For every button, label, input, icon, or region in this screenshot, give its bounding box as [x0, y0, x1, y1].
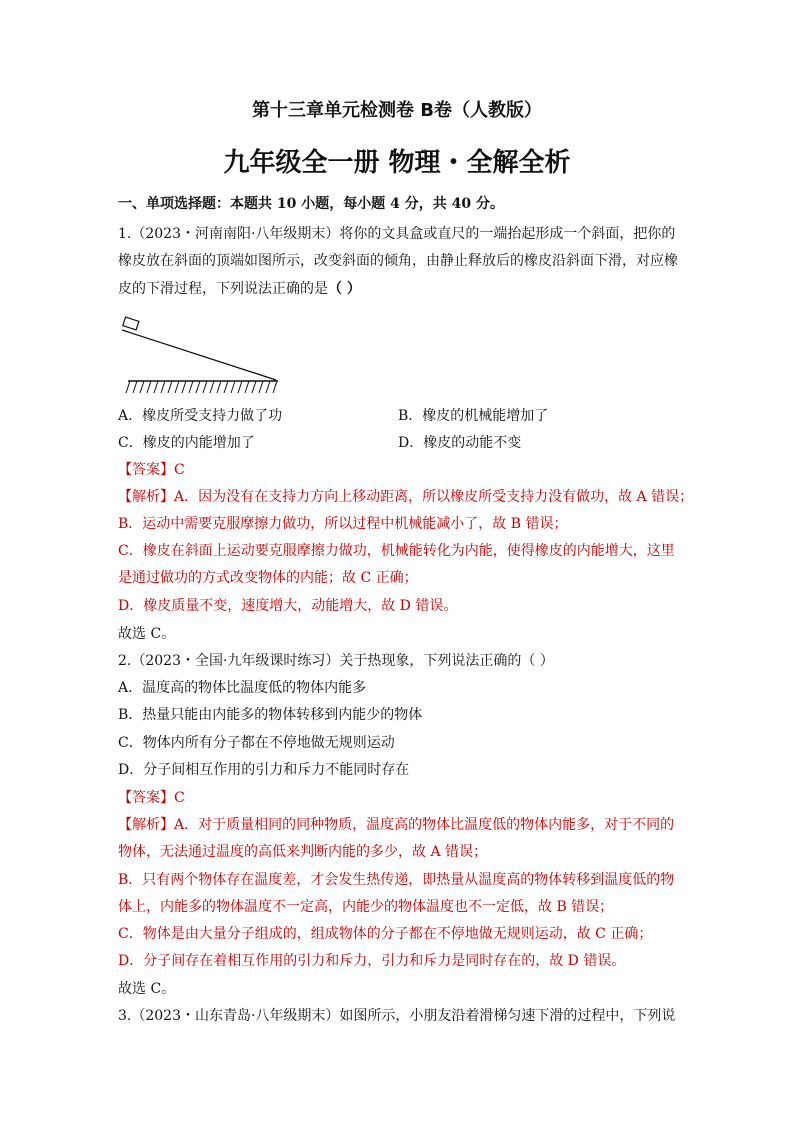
q1-answer-bracket: （ ）: [328, 281, 361, 297]
q2-analysis-line4: 体上，内能多的物体温度不一定高，内能少的物体温度也不一定低，故 B 错误；: [118, 899, 614, 915]
q2-option-a: A．温度高的物体比温度低的物体内能多: [118, 680, 367, 696]
eraser-shape: [123, 317, 139, 330]
q1-stem-line2: 橡皮放在斜面的顶端如图所示，改变斜面的倾角，由静止释放后的橡皮沿斜面下滑，对应橡: [118, 253, 678, 269]
q2-analysis-line3: B．只有两个物体存在温度差，才会发生热传递，即热量从温度高的物体转移到温度低的物: [118, 872, 675, 888]
q1-option-d: D．橡皮的动能不变: [398, 435, 522, 451]
q1-option-b: B．橡皮的机械能增加了: [398, 408, 549, 424]
exam-title: 第十三章单元检测卷 B卷（人教版）: [252, 100, 542, 121]
q1-analysis-line3: C．橡皮在斜面上运动要克服摩擦力做功，机械能转化为内能，使得橡皮的内能增大，这里: [118, 543, 675, 559]
q3-stem: 3.（2023・山东青岛·八年级期末）如图所示，小朋友沿着滑梯匀速下滑的过程中，下列说: [118, 1008, 676, 1024]
q2-analysis-line2: 物体，无法通过温度的高低来判断内能的多少，故 A 错误；: [118, 844, 488, 860]
q1-analysis-line2: B．运动中需要克服摩擦力做功，所以过程中机械能减小了，故 B 错误；: [118, 516, 568, 532]
q1-stem-line1: 1.（2023・河南南阳·八年级期末）将你的文具盒或直尺的一端抬起形成一个斜面，把你的: [118, 226, 676, 242]
q1-option-a: A．橡皮所受支持力做了功: [118, 408, 283, 424]
q2-option-c: C．物体内所有分子都在不停地做无规则运动: [118, 735, 395, 751]
q2-answer-value: C: [174, 790, 185, 806]
q1-analysis-text1: A．因为没有在支持力方向上移动距离，所以橡皮所受支持力没有做功，故 A 错误；: [174, 489, 694, 505]
q2-analysis-line1: [118, 817, 674, 833]
q2-answer-label: 【答案】: [118, 790, 174, 806]
q1-analysis-line1: [118, 489, 693, 505]
ground-hatching: [126, 381, 277, 393]
q1-answer: [118, 462, 185, 478]
q1-analysis-line4: 是通过做功的方式改变物体的内能；故 C 正确；: [118, 570, 418, 586]
q1-stem-line3: [118, 281, 361, 297]
q1-option-c: C．橡皮的内能增加了: [118, 435, 255, 451]
q2-analysis-text1: A．对于质量相同的同种物质，温度高的物体比温度低的物体内能多，对于不同的: [174, 817, 675, 833]
q2-analysis-label: 【解析】: [118, 817, 174, 833]
q2-analysis-line5: C．物体是由大量分子组成的，组成物体的分子都在不停地做无规则运动，故 C 正确；: [118, 926, 653, 942]
q1-stem-text: 皮的下滑过程，下列说法正确的是: [118, 281, 328, 297]
q1-analysis-line5: D．橡皮质量不变，速度增大，动能增大，故 D 错误。: [118, 598, 458, 614]
q2-analysis-line6: D．分子间存在着相互作用的引力和斥力，引力和斥力是同时存在的，故 D 错误。: [118, 953, 626, 969]
q1-analysis-label: 【解析】: [118, 489, 174, 505]
exam-subtitle: 九年级全一册 物理・全解全析: [223, 148, 571, 178]
q2-option-b: B．热量只能由内能多的物体转移到内能少的物体: [118, 707, 423, 723]
incline-line: [122, 330, 276, 380]
q2-stem: 2.（2023・全国·九年级课时练习）关于热现象，下列说法正确的（ ）: [118, 653, 554, 669]
q2-answer: [118, 790, 185, 806]
inclined-plane-figure: [118, 312, 288, 402]
section-heading: 一、单项选择题：本题共 10 小题，每小题 4 分，共 40 分。: [118, 196, 504, 212]
q2-conclusion: 故选 C。: [118, 981, 176, 997]
q1-conclusion: 故选 C。: [118, 626, 176, 642]
q1-answer-label: 【答案】: [118, 462, 174, 478]
q2-option-d: D．分子间相互作用的引力和斥力不能同时存在: [118, 762, 410, 778]
q1-answer-value: C: [174, 462, 185, 478]
